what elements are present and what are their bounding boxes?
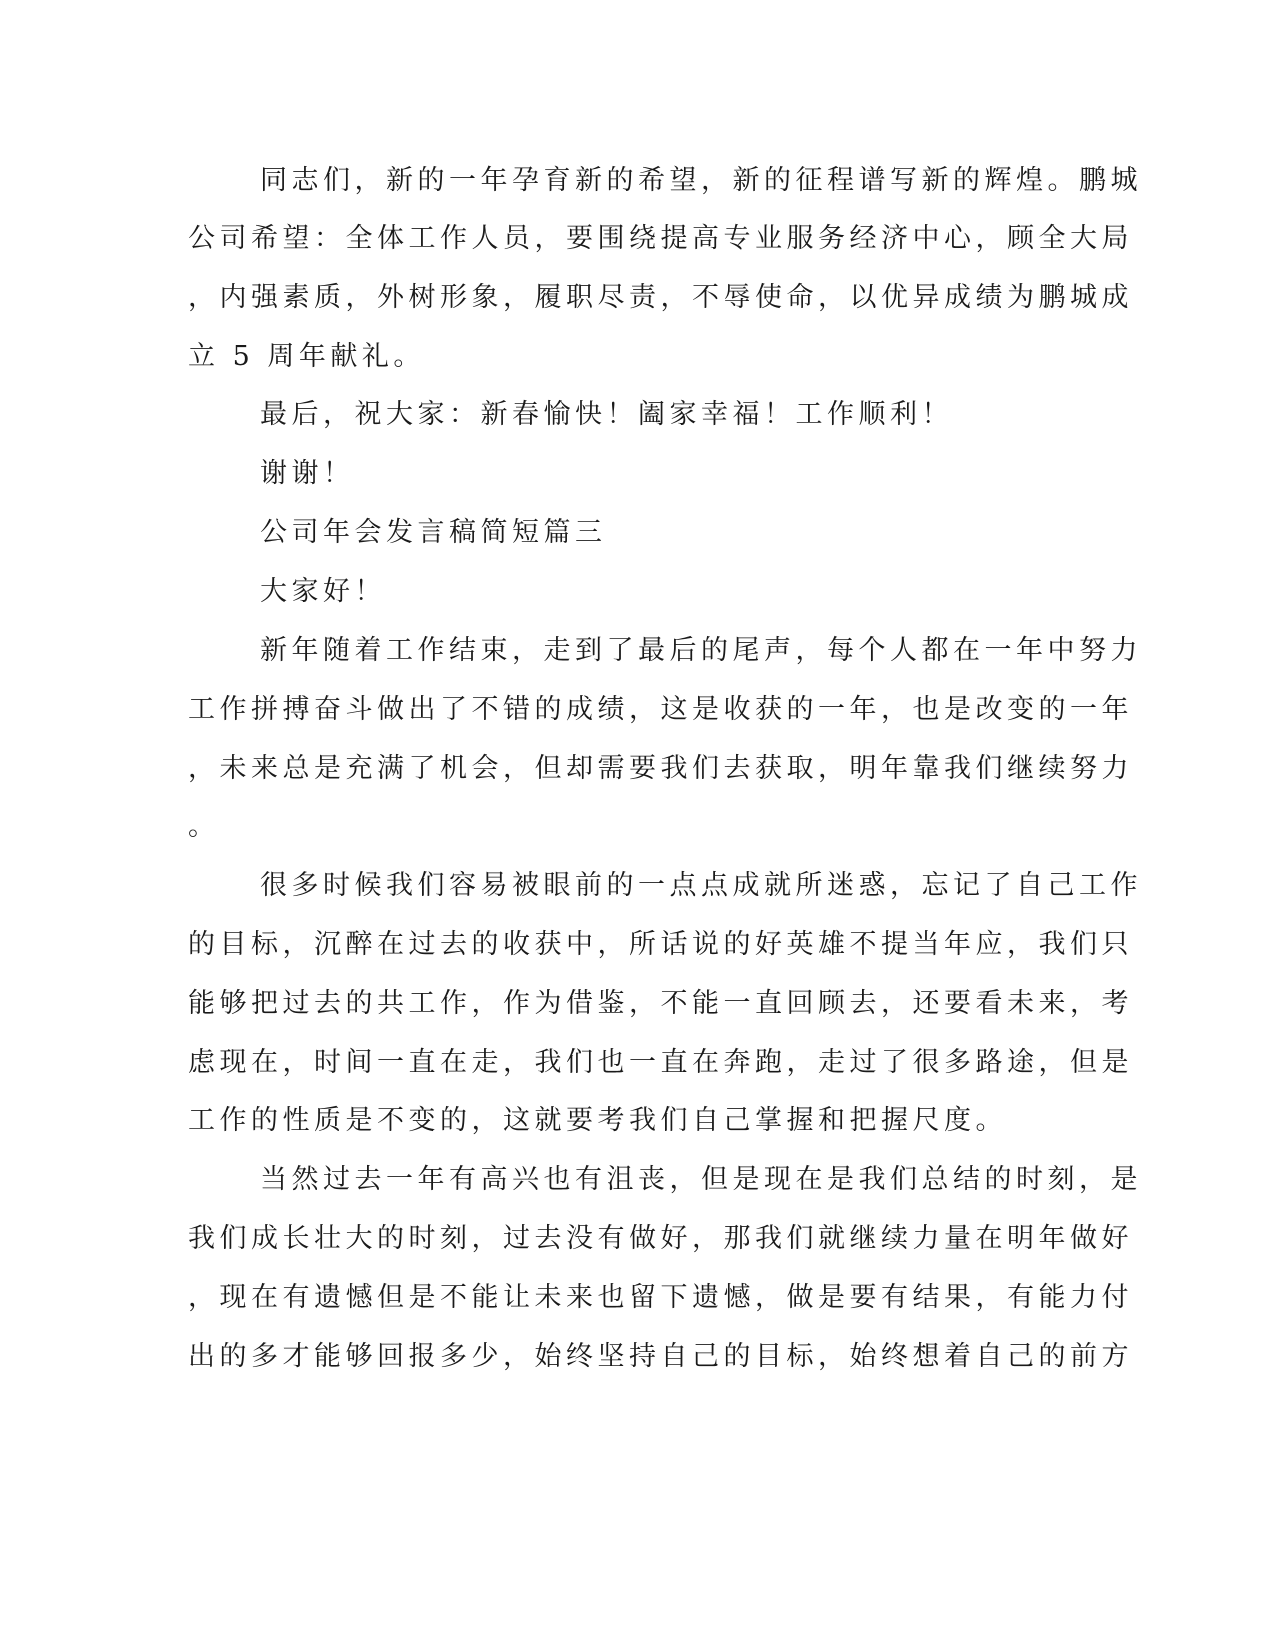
text-line: 很多时候我们容易被眼前的一点点成就所迷惑，忘记了自己工作 [260,870,1142,901]
text-line: 公司希望：全体工作人员，要围绕提高专业服务经济中心，顾全大局 [188,223,1133,254]
text-line: 最后，祝大家：新春愉快！阖家幸福！工作顺利！ [260,399,953,430]
text-line: 同志们，新的一年孕育新的希望，新的征程谱写新的辉煌。鹏城 [260,165,1142,196]
text-line: 谢谢！ [260,458,355,489]
text-line: 当然过去一年有高兴也有沮丧，但是现在是我们总结的时刻，是 [260,1164,1142,1195]
text-line: ，未来总是充满了机会，但却需要我们去获取，明年靠我们继续努力 [188,753,1133,784]
text-line: 我们成长壮大的时刻，过去没有做好，那我们就继续力量在明年做好 [188,1223,1133,1254]
text-line: 能够把过去的共工作，作为借鉴，不能一直回顾去，还要看未来，考 [188,988,1133,1019]
text-line: ，内强素质，外树形象，履职尽责，不辱使命，以优异成绩为鹏城成 [188,282,1133,313]
text-line: 虑现在，时间一直在走，我们也一直在奔跑，走过了很多路途，但是 [188,1047,1133,1078]
section-heading: 公司年会发言稿简短篇三 [260,517,607,548]
text-line: 。 [188,811,220,842]
text-line: 立 5 周年献礼。 [188,341,425,372]
text-line: ，现在有遗憾但是不能让未来也留下遗憾，做是要有结果，有能力付 [188,1282,1133,1313]
text-line: 新年随着工作结束，走到了最后的尾声，每个人都在一年中努力 [260,635,1142,666]
text-line: 大家好！ [260,576,386,607]
text-line: 工作拼搏奋斗做出了不错的成绩，这是收获的一年，也是改变的一年 [188,694,1133,725]
text-line: 出的多才能够回报多少，始终坚持自己的目标，始终想着自己的前方 [188,1341,1133,1372]
text-line: 的目标，沉醉在过去的收获中，所话说的好英雄不提当年应，我们只 [188,929,1133,960]
text-line: 工作的性质是不变的，这就要考我们自己掌握和把握尺度。 [188,1105,1007,1136]
